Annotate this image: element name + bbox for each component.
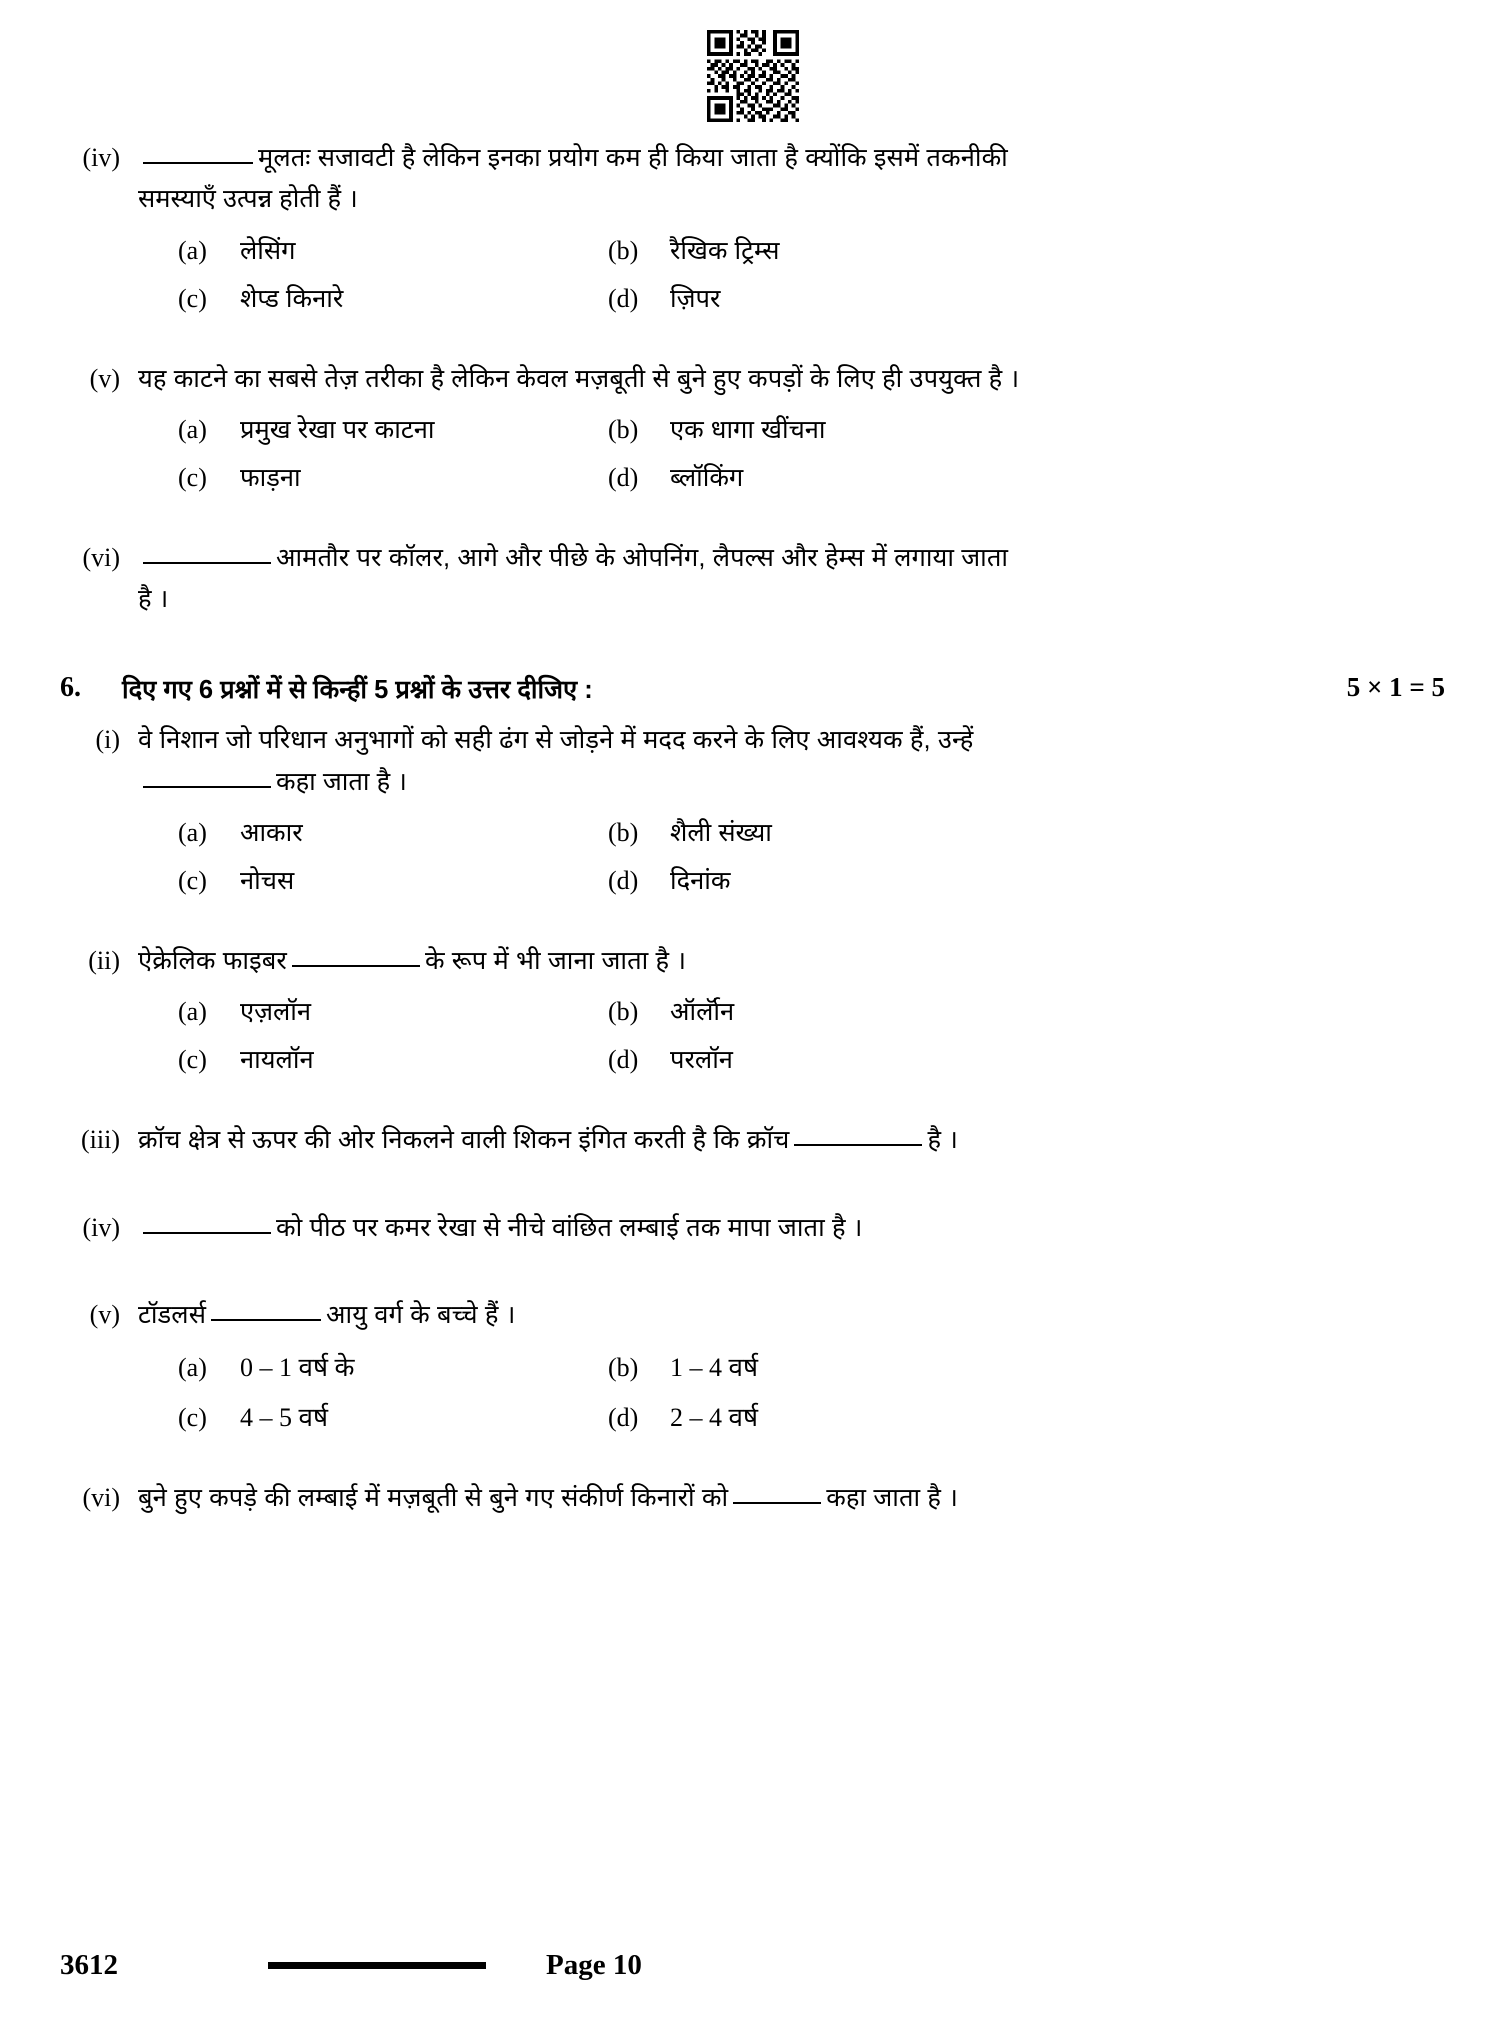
question-item-5-iv	[60, 138, 1445, 315]
item-statement-line2	[138, 762, 1445, 803]
option-key: (d)	[608, 1403, 639, 1433]
option-c[interactable]	[138, 863, 598, 897]
option-key: (a)	[178, 414, 207, 444]
option-d[interactable]	[598, 1398, 1445, 1434]
question-line	[60, 1295, 1445, 1336]
item-statement	[138, 538, 1445, 579]
option-label: शेप्ड किनारे	[240, 284, 344, 313]
item-statement	[138, 1120, 1445, 1161]
option-a[interactable]	[138, 994, 598, 1028]
option-row	[138, 1398, 1445, 1434]
options-list	[138, 412, 1445, 494]
paper-code: 3612	[60, 1949, 118, 1981]
question-line	[60, 1478, 1445, 1519]
answer-blank	[794, 1144, 922, 1146]
option-row	[138, 233, 1445, 267]
question-number: 6.	[60, 672, 81, 704]
option-row	[138, 863, 1445, 897]
item-statement-tail: के रूप में भी जाना जाता है ।	[424, 947, 687, 976]
answer-blank	[211, 1319, 321, 1321]
answer-blank	[143, 162, 253, 164]
option-label: 0 – 1 वर्ष के	[240, 1353, 355, 1383]
item-statement-tail: को पीठ पर कमर रेखा से नीचे वांछित लम्बाई तक मापा जाता है ।	[276, 1213, 863, 1242]
item-statement	[138, 138, 1445, 179]
question-line	[60, 941, 1445, 982]
option-d[interactable]	[598, 863, 1445, 897]
item-statement-head: क्रॉच क्षेत्र से ऊपर की ओर निकलने वाली शिकन इंगित करती है कि क्रॉच	[138, 1126, 790, 1155]
item-roman-numeral: (iv)	[82, 143, 120, 172]
item-statement: यह काटने का सबसे तेज़ तरीका है लेकिन केवल मज़बूती से बुने हुए कपड़ों के लिए ही उपयुक्त है ।	[138, 364, 1020, 393]
option-label: दिनांक	[670, 867, 731, 896]
option-c[interactable]	[138, 1042, 598, 1076]
option-label: एज़लॉन	[240, 998, 312, 1027]
option-row	[138, 460, 1445, 494]
option-label: परलॉन	[670, 1046, 733, 1075]
option-label: 4 – 5 वर्ष	[240, 1403, 328, 1433]
option-key: (d)	[608, 462, 639, 492]
option-b[interactable]	[598, 815, 1445, 849]
option-label: रैखिक ट्रिम्स	[670, 236, 780, 265]
option-b[interactable]	[598, 233, 1445, 267]
option-label: एक धागा खींचना	[670, 415, 826, 444]
item-roman-numeral: (iii)	[81, 1125, 120, 1155]
page-content	[60, 138, 1445, 1520]
option-d[interactable]	[598, 1042, 1445, 1076]
answer-blank	[733, 1502, 821, 1504]
question-line	[60, 138, 1445, 179]
option-label: लेसिंग	[240, 236, 296, 265]
question-item-6-ii	[60, 941, 1445, 1076]
option-label: ज़िपर	[670, 284, 721, 313]
item-roman-numeral: (ii)	[88, 946, 120, 976]
option-b[interactable]	[598, 994, 1445, 1028]
option-key: (c)	[178, 283, 207, 313]
option-label: 2 – 4 वर्ष	[670, 1403, 758, 1433]
item-roman-numeral: (iv)	[82, 1212, 120, 1242]
answer-blank	[292, 965, 420, 967]
option-key: (a)	[178, 818, 207, 848]
option-key: (d)	[608, 1045, 639, 1075]
option-c[interactable]	[138, 281, 598, 315]
item-roman-numeral: (i)	[95, 725, 120, 755]
options-list	[138, 815, 1445, 897]
option-label: आकार	[240, 819, 303, 848]
option-row	[138, 1348, 1445, 1384]
option-key: (b)	[608, 1353, 639, 1383]
item-statement-tail: कहा जाता है ।	[276, 767, 407, 796]
item-statement	[138, 1295, 1445, 1336]
option-c[interactable]	[138, 460, 598, 494]
item-statement	[138, 1208, 1445, 1249]
qr-code-container	[0, 30, 1505, 122]
option-b[interactable]	[598, 1348, 1445, 1384]
item-statement-text: मूलतः सजावटी है लेकिन इनका प्रयोग कम ही किया जाता है क्योंकि इसमें तकनीकी	[258, 144, 1008, 172]
option-a[interactable]	[138, 412, 598, 446]
question-line	[60, 1208, 1445, 1249]
option-row	[138, 412, 1445, 446]
item-statement-head: बुने हुए कपड़े की लम्बाई में मज़बूती से बुने गए संकीर्ण किनारों को	[138, 1484, 729, 1513]
item-statement-head: ऐक्रेलिक फाइबर	[138, 947, 287, 976]
page-number: Page 10	[546, 1949, 642, 1981]
answer-blank	[143, 786, 271, 788]
question-6-header	[60, 672, 1445, 706]
option-row	[138, 281, 1445, 315]
option-label: नायलॉन	[240, 1046, 314, 1075]
question-item-6-iv	[60, 1208, 1445, 1249]
option-key: (a)	[178, 997, 207, 1027]
question-marks: 5 × 1 = 5	[1346, 672, 1445, 703]
question-line	[60, 720, 1445, 761]
option-label: ऑर्लॉन	[670, 998, 735, 1027]
option-key: (d)	[608, 283, 639, 313]
question-line	[60, 538, 1445, 579]
item-statement: वे निशान जो परिधान अनुभागों को सही ढंग से जोड़ने में मदद करने के लिए आवश्यक हैं, उन्हें	[138, 726, 974, 755]
qr-code-icon	[707, 30, 799, 122]
question-instruction: दिए गए 6 प्रश्नों में से किन्हीं 5 प्रश्नों के उत्तर दीजिए :	[122, 676, 593, 705]
options-list	[138, 1348, 1445, 1434]
option-key: (a)	[178, 1353, 207, 1383]
question-line	[60, 1120, 1445, 1161]
item-statement-line2: समस्याएँ उत्पन्न होती हैं ।	[138, 185, 358, 214]
question-item-6-v	[60, 1295, 1445, 1434]
option-key: (b)	[608, 997, 639, 1027]
option-label: शैली संख्या	[670, 819, 772, 848]
option-row	[138, 815, 1445, 849]
option-a[interactable]	[138, 815, 598, 849]
question-item-5-v	[60, 359, 1445, 494]
item-statement	[138, 1478, 1445, 1519]
item-statement-line2: है ।	[138, 585, 169, 614]
options-list	[138, 994, 1445, 1076]
item-statement-tail: आयु वर्ग के बच्चे हैं ।	[326, 1300, 516, 1329]
footer-divider	[268, 1962, 486, 1969]
option-key: (c)	[178, 1045, 207, 1075]
option-row	[138, 1042, 1445, 1076]
item-roman-numeral: (v)	[89, 363, 120, 393]
option-d[interactable]	[598, 460, 1445, 494]
item-roman-numeral: (v)	[89, 1299, 120, 1329]
option-key: (b)	[608, 235, 639, 265]
question-line	[60, 359, 1445, 400]
options-list	[138, 233, 1445, 315]
option-label: 1 – 4 वर्ष	[670, 1353, 758, 1383]
option-row	[138, 994, 1445, 1028]
item-statement-tail: कहा जाता है ।	[826, 1484, 958, 1513]
item-statement-tail: है ।	[927, 1126, 959, 1155]
option-key: (c)	[178, 462, 207, 492]
option-a[interactable]	[138, 1348, 598, 1384]
item-statement-head: टॉडलर्स	[138, 1300, 207, 1329]
question-item-6-iii	[60, 1120, 1445, 1161]
item-roman-numeral: (vi)	[82, 1483, 120, 1513]
option-key: (d)	[608, 866, 639, 896]
item-statement	[138, 941, 1445, 982]
option-b[interactable]	[598, 412, 1445, 446]
option-key: (a)	[178, 235, 207, 265]
option-key: (b)	[608, 818, 639, 848]
question-item-6-i	[60, 720, 1445, 897]
option-label: फाड़ना	[240, 463, 301, 492]
option-label: नोचस	[240, 867, 295, 896]
option-c[interactable]	[138, 1398, 598, 1434]
answer-blank	[143, 1232, 271, 1234]
option-key: (b)	[608, 414, 639, 444]
option-key: (c)	[178, 1403, 207, 1433]
option-a[interactable]	[138, 233, 598, 267]
question-item-5-vi	[60, 538, 1445, 621]
item-statement-text: आमतौर पर कॉलर, आगे और पीछे के ओपनिंग, लैपल्स और हेम्स में लगाया जाता	[276, 543, 1009, 572]
item-roman-numeral: (vi)	[82, 542, 120, 572]
option-key: (c)	[178, 866, 207, 896]
option-label: ब्लॉकिंग	[670, 463, 744, 492]
page-footer	[60, 1949, 1445, 1982]
option-d[interactable]	[598, 281, 1445, 315]
question-item-6-vi	[60, 1478, 1445, 1519]
answer-blank	[143, 562, 271, 564]
option-label: प्रमुख रेखा पर काटना	[240, 415, 435, 444]
